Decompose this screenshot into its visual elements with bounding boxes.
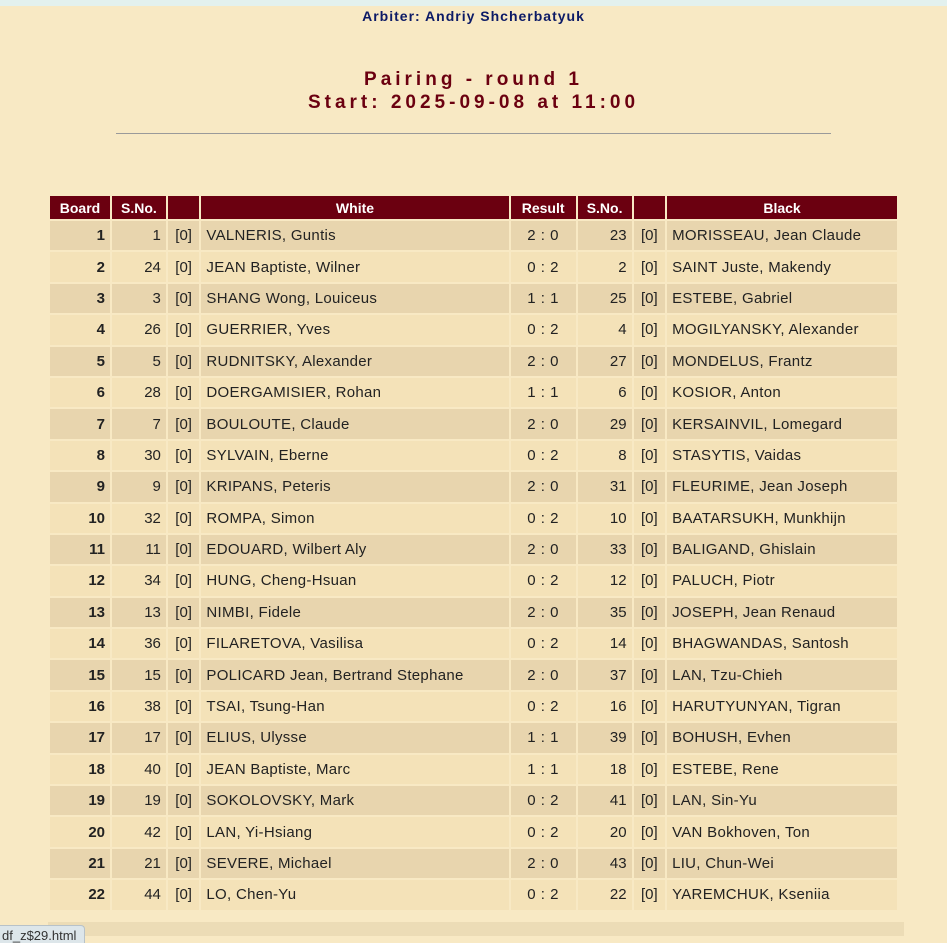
white-points: [0] [168,660,200,689]
white-sno: 44 [112,880,166,909]
board-number: 16 [50,692,110,721]
black-points: [0] [634,535,666,564]
board-number: 19 [50,786,110,815]
table-row [50,849,897,878]
white-points: [0] [168,347,200,376]
board-number: 4 [50,315,110,344]
black-player-link[interactable]: FLEURIME, Jean Joseph [667,472,897,501]
white-sno: 30 [112,441,166,470]
black-player-link[interactable]: BAATARSUKH, Munkhijn [667,504,897,533]
result: 2 : 0 [511,660,576,689]
black-player-link[interactable]: LAN, Tzu-Chieh [667,660,897,689]
white-points: [0] [168,566,200,595]
white-points: [0] [168,252,200,281]
black-points: [0] [634,504,666,533]
black-points: [0] [634,221,666,250]
board-number: 5 [50,347,110,376]
black-points: [0] [634,723,666,752]
table-row [50,817,897,846]
board-number: 7 [50,409,110,438]
white-points: [0] [168,441,200,470]
black-sno: 16 [578,692,632,721]
col-black: Black [667,196,897,219]
white-points: [0] [168,378,200,407]
black-points: [0] [634,315,666,344]
black-points: [0] [634,347,666,376]
white-sno: 1 [112,221,166,250]
white-sno: 15 [112,660,166,689]
board-number: 13 [50,598,110,627]
col-black-points [634,196,666,219]
col-white-points [168,196,200,219]
col-board: Board [50,196,110,219]
result: 0 : 2 [511,441,576,470]
white-player-link[interactable]: ELIUS, Ulysse [201,723,508,752]
white-points: [0] [168,598,200,627]
white-sno: 21 [112,849,166,878]
col-black-sno: S.No. [578,196,632,219]
table-row [50,660,897,689]
white-player-link[interactable]: EDOUARD, Wilbert Aly [201,535,508,564]
result: 2 : 0 [511,472,576,501]
black-player-link[interactable]: YAREMCHUK, Kseniia [667,880,897,909]
black-sno: 29 [578,409,632,438]
result: 1 : 1 [511,284,576,313]
board-number: 3 [50,284,110,313]
black-player-link[interactable]: KOSIOR, Anton [667,378,897,407]
result: 2 : 0 [511,535,576,564]
white-sno: 40 [112,755,166,784]
result: 0 : 2 [511,504,576,533]
black-points: [0] [634,817,666,846]
white-points: [0] [168,472,200,501]
table-row [50,378,897,407]
black-player-link[interactable]: KERSAINVIL, Lomegard [667,409,897,438]
white-player-link[interactable]: ROMPA, Simon [201,504,508,533]
board-number: 18 [50,755,110,784]
black-points: [0] [634,692,666,721]
black-points: [0] [634,409,666,438]
board-number: 12 [50,566,110,595]
result: 2 : 0 [511,598,576,627]
horizontal-rule [116,133,831,134]
black-sno: 6 [578,378,632,407]
footer-bar [48,922,904,936]
board-number: 6 [50,378,110,407]
black-sno: 33 [578,535,632,564]
black-points: [0] [634,441,666,470]
black-sno: 39 [578,723,632,752]
white-sno: 26 [112,315,166,344]
board-number: 10 [50,504,110,533]
black-sno: 2 [578,252,632,281]
white-player-link[interactable]: TSAI, Tsung-Han [201,692,508,721]
white-player-link[interactable]: SHANG Wong, Louiceus [201,284,508,313]
white-sno: 32 [112,504,166,533]
result: 2 : 0 [511,409,576,438]
black-points: [0] [634,252,666,281]
white-sno: 5 [112,347,166,376]
black-points: [0] [634,472,666,501]
black-sno: 22 [578,880,632,909]
white-points: [0] [168,849,200,878]
page-title: Pairing - round 1 [364,69,583,90]
header-row [50,196,897,219]
black-sno: 25 [578,284,632,313]
white-player-link[interactable]: NIMBI, Fidele [201,598,508,627]
table-row [50,880,897,909]
black-points: [0] [634,566,666,595]
table-row [50,315,897,344]
black-player-link[interactable]: JOSEPH, Jean Renaud [667,598,897,627]
table-row [50,347,897,376]
black-player-link[interactable]: MONDELUS, Frantz [667,347,897,376]
start-time: Start: 2025-09-08 at 11:00 [307,92,640,113]
top-edge [0,0,947,6]
table-row [50,284,897,313]
black-player-link[interactable]: MOGILYANSKY, Alexander [667,315,897,344]
arbiter-line: Arbiter: Andriy Shcherbatyuk [362,8,585,24]
board-number: 2 [50,252,110,281]
result: 0 : 2 [511,880,576,909]
black-player-link[interactable]: MORISSEAU, Jean Claude [667,221,897,250]
col-white: White [201,196,508,219]
white-sno: 19 [112,786,166,815]
white-sno: 3 [112,284,166,313]
board-number: 15 [50,660,110,689]
black-sno: 4 [578,315,632,344]
black-points: [0] [634,284,666,313]
table-row [50,504,897,533]
table-row [50,629,897,658]
table-row [50,252,897,281]
table-row [50,221,897,250]
white-player-link[interactable]: LAN, Yi-Hsiang [201,817,508,846]
white-points: [0] [168,315,200,344]
result: 1 : 1 [511,378,576,407]
black-sno: 37 [578,660,632,689]
white-player-link[interactable]: SYLVAIN, Eberne [201,441,508,470]
table-row [50,566,897,595]
black-player-link[interactable]: BALIGAND, Ghislain [667,535,897,564]
white-points: [0] [168,723,200,752]
white-player-link[interactable]: SOKOLOVSKY, Mark [201,786,508,815]
black-sno: 8 [578,441,632,470]
black-sno: 10 [578,504,632,533]
white-sno: 11 [112,535,166,564]
result: 0 : 2 [511,566,576,595]
result: 0 : 2 [511,315,576,344]
black-player-link[interactable]: BHAGWANDAS, Santosh [667,629,897,658]
white-points: [0] [168,221,200,250]
table-row [50,441,897,470]
black-player-link[interactable]: LIU, Chun-Wei [667,849,897,878]
board-number: 21 [50,849,110,878]
black-player-link[interactable]: PALUCH, Piotr [667,566,897,595]
white-player-link[interactable]: POLICARD Jean, Bertrand Stephane [201,660,508,689]
black-player-link[interactable]: STASYTIS, Vaidas [667,441,897,470]
white-player-link[interactable]: JEAN Baptiste, Marc [201,755,508,784]
white-sno: 36 [112,629,166,658]
black-sno: 41 [578,786,632,815]
white-sno: 17 [112,723,166,752]
col-white-sno: S.No. [112,196,166,219]
result: 0 : 2 [511,252,576,281]
black-points: [0] [634,598,666,627]
black-sno: 18 [578,755,632,784]
black-points: [0] [634,849,666,878]
black-points: [0] [634,786,666,815]
result: 0 : 2 [511,692,576,721]
pairings-body [50,221,897,910]
white-points: [0] [168,755,200,784]
board-number: 11 [50,535,110,564]
black-sno: 43 [578,849,632,878]
white-player-link[interactable]: DOERGAMISIER, Rohan [201,378,508,407]
white-points: [0] [168,629,200,658]
black-sno: 20 [578,817,632,846]
black-player-link[interactable]: SAINT Juste, Makendy [667,252,897,281]
white-player-link[interactable]: RUDNITSKY, Alexander [201,347,508,376]
result: 2 : 0 [511,221,576,250]
result: 2 : 0 [511,849,576,878]
white-player-link[interactable]: FILARETOVA, Vasilisa [201,629,508,658]
table-row [50,472,897,501]
board-number: 8 [50,441,110,470]
black-points: [0] [634,660,666,689]
black-sno: 31 [578,472,632,501]
white-points: [0] [168,409,200,438]
result: 0 : 2 [511,786,576,815]
black-player-link[interactable]: BOHUSH, Evhen [667,723,897,752]
table-row [50,692,897,721]
status-bar-url: df_z$29.html [0,925,85,943]
white-points: [0] [168,504,200,533]
white-points: [0] [168,692,200,721]
black-player-link[interactable]: ESTEBE, Rene [667,755,897,784]
black-player-link[interactable]: ESTEBE, Gabriel [667,284,897,313]
board-number: 14 [50,629,110,658]
black-sno: 35 [578,598,632,627]
table-row [50,409,897,438]
page-heading [0,68,947,114]
table-row [50,723,897,752]
board-number: 20 [50,817,110,846]
black-player-link[interactable]: VAN Bokhoven, Ton [667,817,897,846]
result: 1 : 1 [511,755,576,784]
white-sno: 34 [112,566,166,595]
table-row [50,755,897,784]
white-points: [0] [168,880,200,909]
pairings-table [48,194,899,912]
table-row [50,786,897,815]
black-player-link[interactable]: LAN, Sin-Yu [667,786,897,815]
white-sno: 9 [112,472,166,501]
white-sno: 24 [112,252,166,281]
white-sno: 38 [112,692,166,721]
white-sno: 13 [112,598,166,627]
white-points: [0] [168,786,200,815]
black-sno: 12 [578,566,632,595]
white-points: [0] [168,284,200,313]
black-sno: 14 [578,629,632,658]
white-points: [0] [168,817,200,846]
white-player-link[interactable]: VALNERIS, Guntis [201,221,508,250]
result: 0 : 2 [511,817,576,846]
white-sno: 28 [112,378,166,407]
white-player-link[interactable]: JEAN Baptiste, Wilner [201,252,508,281]
board-number: 17 [50,723,110,752]
board-number: 22 [50,880,110,909]
white-player-link[interactable]: GUERRIER, Yves [201,315,508,344]
table-row [50,598,897,627]
white-sno: 7 [112,409,166,438]
table-row [50,535,897,564]
black-points: [0] [634,378,666,407]
col-result: Result [511,196,576,219]
white-points: [0] [168,535,200,564]
white-player-link[interactable]: SEVERE, Michael [201,849,508,878]
black-player-link[interactable]: HARUTYUNYAN, Tigran [667,692,897,721]
black-points: [0] [634,629,666,658]
board-number: 1 [50,221,110,250]
result: 2 : 0 [511,347,576,376]
result: 1 : 1 [511,723,576,752]
black-sno: 23 [578,221,632,250]
black-points: [0] [634,755,666,784]
black-sno: 27 [578,347,632,376]
white-player-link[interactable]: HUNG, Cheng-Hsuan [201,566,508,595]
white-player-link[interactable]: LO, Chen-Yu [201,880,508,909]
white-sno: 42 [112,817,166,846]
white-player-link[interactable]: BOULOUTE, Claude [201,409,508,438]
result: 0 : 2 [511,629,576,658]
black-points: [0] [634,880,666,909]
white-player-link[interactable]: KRIPANS, Peteris [201,472,508,501]
board-number: 9 [50,472,110,501]
